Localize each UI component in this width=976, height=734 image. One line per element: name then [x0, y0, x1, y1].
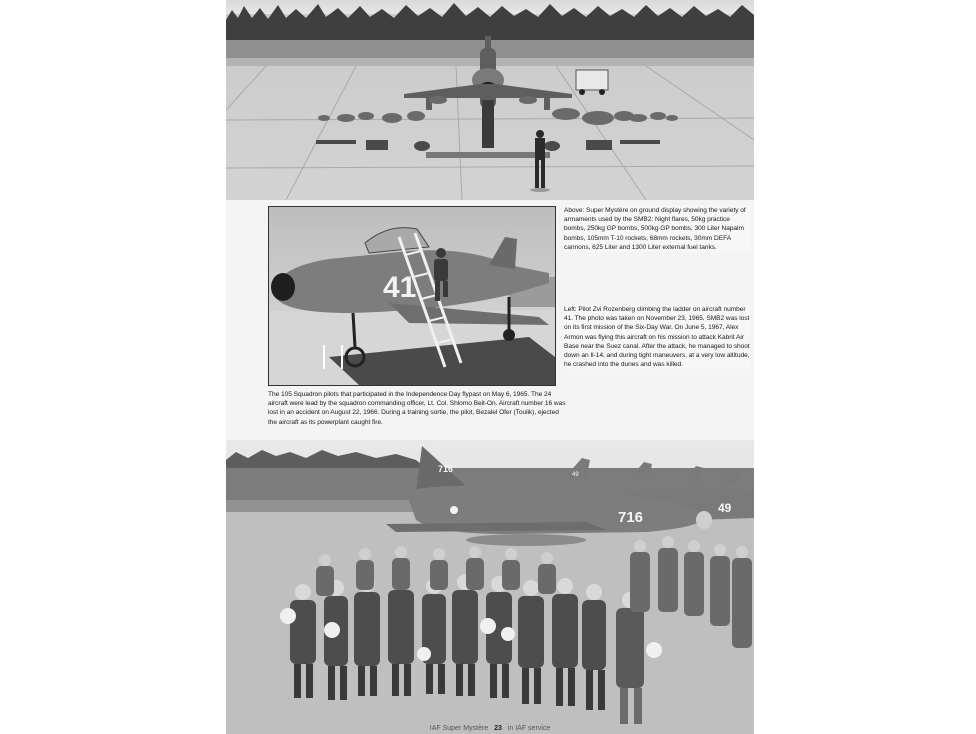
squadron-pilots-image: [226, 440, 754, 734]
armament-display-image: [226, 0, 754, 200]
aircraft-number-49-nose: 49: [718, 501, 732, 515]
caption-left: Left: Pilot Zvi Rozenberg climbing the ladder on aircraft number 41. The photo was taken on November 23, 1965. SMB2 was lost on its first mission of the Six-Day War. On June 5, 1967, Alex Armon was flying this aircraft on his mission to attack Kabrit Air Base near the Suez canal. After the attack, he managed to shoot down an Il-14, and during tight maneuvers, at a very low altitude, he crashed into the dunes and was killed.: [564, 306, 750, 369]
aircraft-number-716-tail: 716: [438, 464, 454, 474]
armament-display-photo: [226, 0, 754, 200]
footer-title: IAF Super Mystère: [429, 725, 489, 732]
squadron-pilots-photo: [226, 440, 754, 734]
aircraft-number-716-nose: 716: [618, 509, 644, 526]
aircraft-number-41: 41: [383, 271, 417, 304]
ladder-pilot-photo: [268, 206, 556, 386]
ladder-pilot-image: [269, 207, 555, 385]
footer-section: in IAF service: [507, 725, 551, 732]
page-number: 23: [494, 725, 502, 732]
aircraft-number-49-tail: 49: [572, 472, 579, 478]
caption-above: Above: Super Mystère on ground display showing the variety of armaments used by the SMB2: Night flares, 50kg practice bombs, 250kg GP bombs, 500kg GP bombs, 300 Liter Napalm bombs, 105mm T-10 rockets, 68mm rockets, 30mm DEFA cannons, 625 Liter and 1300 Liter external fuel tanks.: [564, 206, 750, 252]
caption-below: The 105 Squadron pilots that participated in the Independence Day flypast on May 6, 1965. The 24 aircraft were lead by the squadron commanding officer, Lt. Col. Shlomo Beit-On. Aircraft number 16 was lost in an accident on August 22, 1966. During a training sortie, the pilot, Bezalel Ofer (Toulik), ejected the aircraft as its powerplant caught fire.: [268, 391, 566, 426]
magazine-page: [226, 0, 754, 734]
page-footer: [226, 725, 754, 732]
